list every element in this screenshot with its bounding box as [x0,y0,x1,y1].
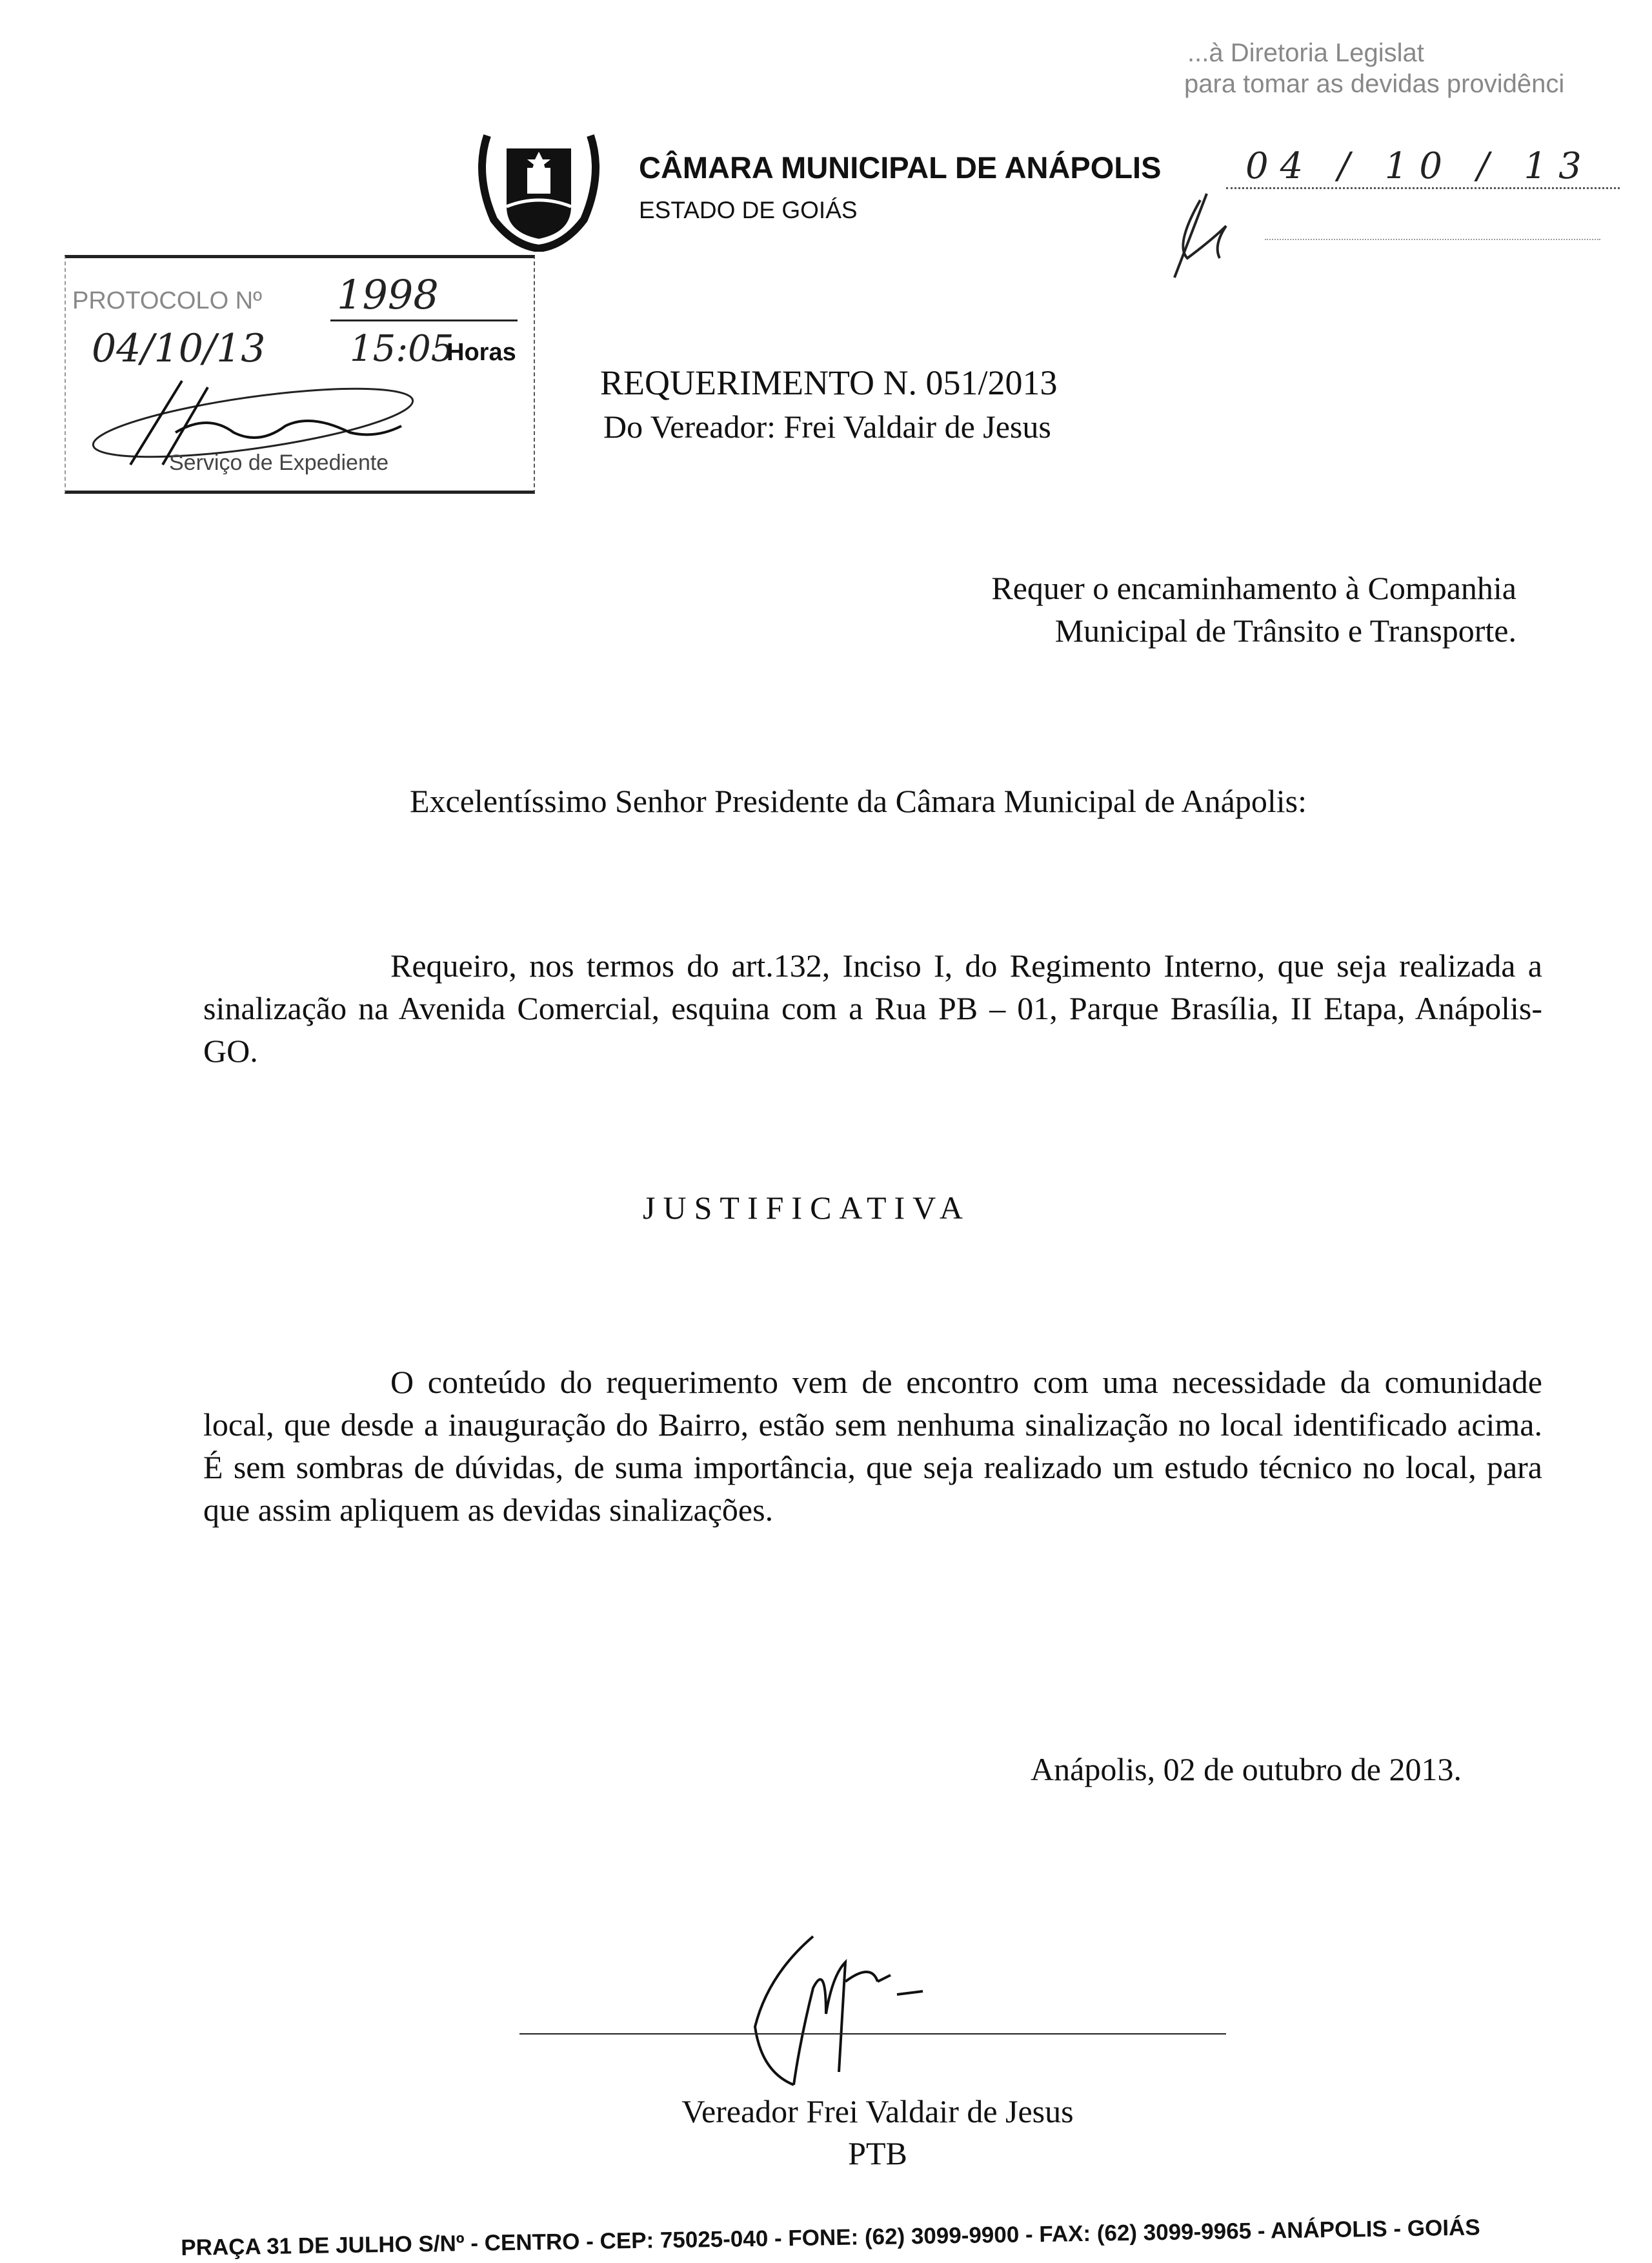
municipal-coat-of-arms-icon [468,123,610,252]
signature-line [519,2033,1226,2035]
protocol-date: 04/10/13 [92,326,266,371]
document-title: REQUERIMENTO N. 051/2013 [600,363,1058,402]
signer-party: PTB [848,2135,907,2171]
summary-line-2: Municipal de Trânsito e Transporte. [1054,613,1516,649]
signer-name: Vereador Frei Valdair de Jesus [681,2093,1074,2129]
request-paragraph: Requeiro, nos termos do art.132, Inciso I, do Regimento Interno, que seja realizada a sinalização na Avenida Comercial, esquina com a Rua PB – 01, Parque Brasília, II Etapa, Anápolis-GO. [203,948,1542,1069]
dispatch-date-underline [1226,187,1620,189]
dispatch-stamp-line2: para tomar as devidas providênci [1184,70,1565,98]
protocol-number: 1998 [337,271,439,318]
summary [774,567,1516,652]
state-name: ESTADO DE GOIÁS [639,197,858,223]
document-author: Do Vereador: Frei Valdair de Jesus [603,409,1051,445]
hours-label: Horas [447,339,516,366]
protocol-time: 15:05 [350,328,454,370]
footer-address: PRAÇA 31 DE JULHO S/Nº - CENTRO - CEP: 75025-040 - FONE: (62) 3099-9900 - FAX: (62) 3099-9965 - ANÁPOLIS - GOIÁS [181,2215,1480,2260]
place-date: Anápolis, 02 de outubro de 2013. [1031,1751,1462,1787]
summary-line-1: Requer o encaminhamento à Companhia [991,570,1516,606]
dispatch-initials-signature [1162,187,1265,284]
service-label: Serviço de Expediente [169,451,389,475]
protocol-number-underline [330,320,518,321]
justification-heading: JUSTIFICATIVA [643,1190,971,1226]
dispatch-date-handwritten: 04 / 10 / 13 [1245,145,1593,187]
dispatch-sign-line [1265,239,1600,240]
protocol-label: PROTOCOLO Nº [72,287,262,314]
salutation: Excelentíssimo Senhor Presidente da Câmara Municipal de Anápolis: [410,783,1307,819]
institution-name: CÂMARA MUNICIPAL DE ANÁPOLIS [639,150,1162,185]
justification-paragraph: O conteúdo do requerimento vem de encontro com uma necessidade da comunidade local, que desde a inauguração do Bairro, estão sem nenhuma sinalização no local identificado acima. É sem sombras de dúvidas, de suma importância, que seja realizado um estudo técnico no local, para que assim apliquem as devidas sinalizações. [203,1364,1542,1528]
signer-signature [729,1923,962,2098]
dispatch-stamp-line1: ...à Diretoria Legislat [1187,39,1424,67]
protocol-stamp [65,255,535,494]
